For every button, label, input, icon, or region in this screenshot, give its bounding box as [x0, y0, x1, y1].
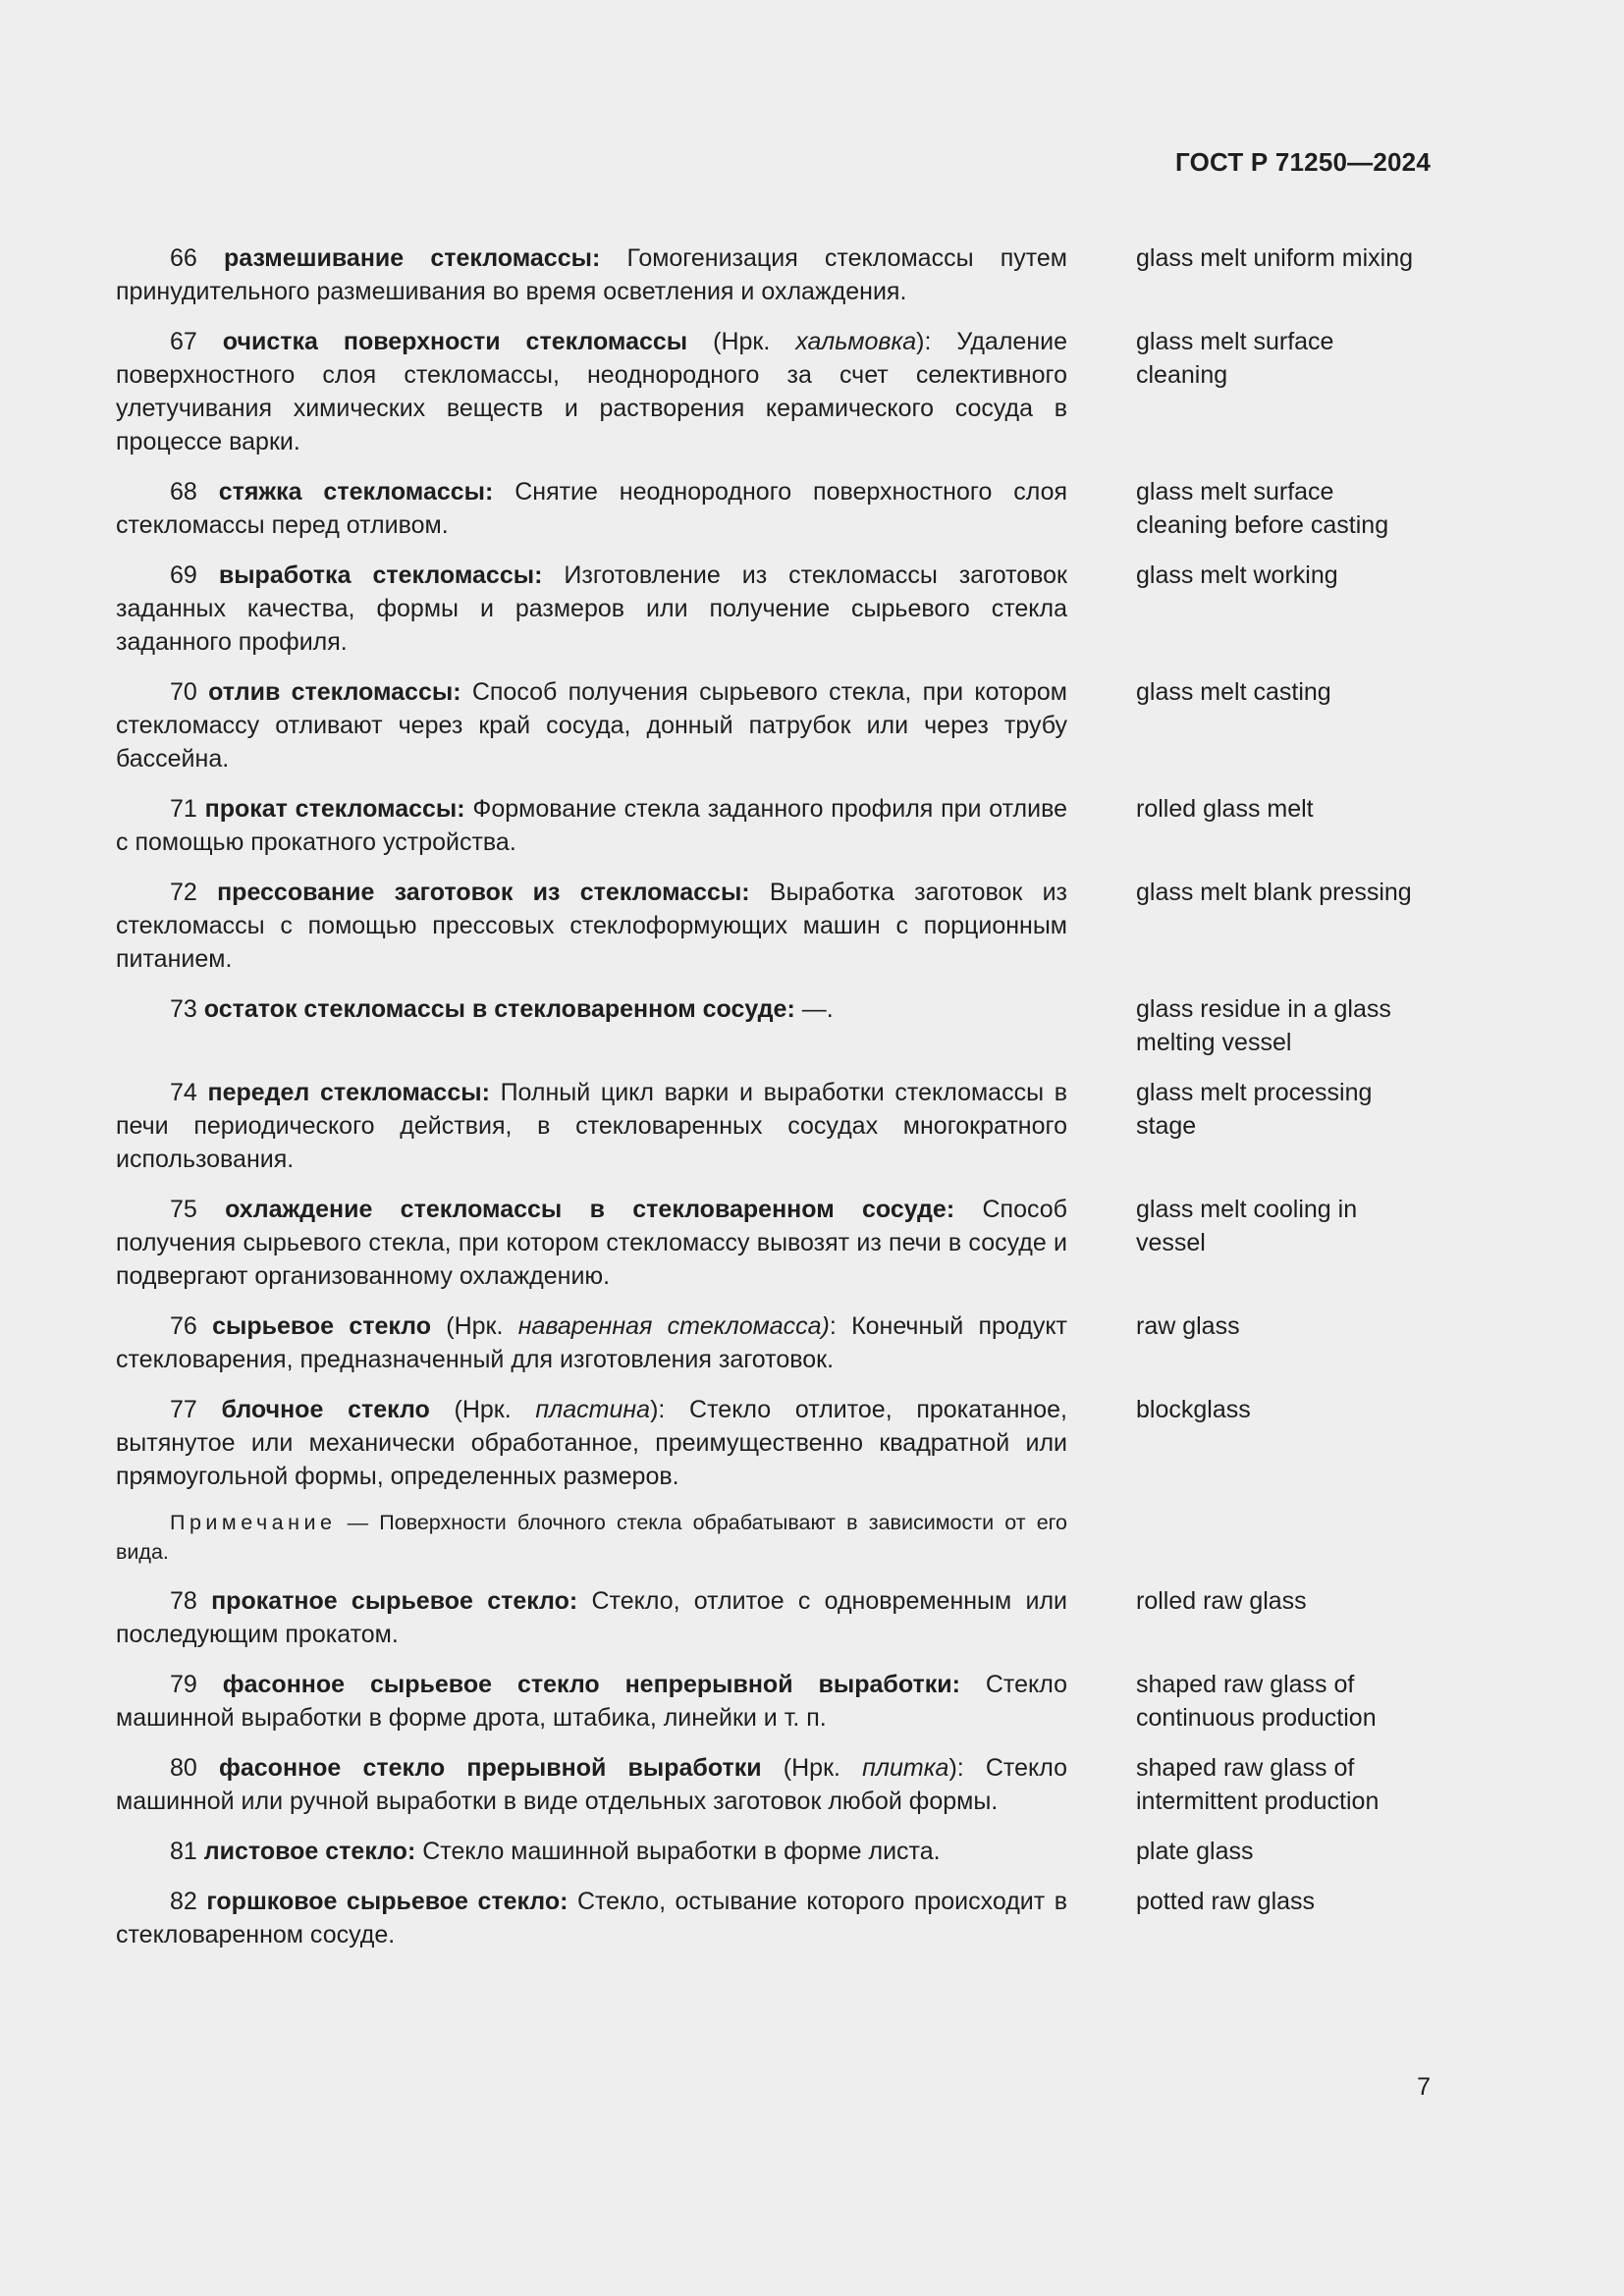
term-definition: 81 листовое стекло: Стекло машинной выработки в форме листа.	[170, 1838, 941, 1865]
term-definition: 76 сырьевое стекло (Нрк. наваренная стекломасса): Конечный продукт стекловарения, предназначенный для изготовления заготовок.	[116, 1312, 1067, 1373]
term-en: raw glass	[1136, 1312, 1240, 1340]
term-entry-67	[116, 325, 1432, 458]
term-en: blockglass	[1136, 1396, 1251, 1423]
term-number: 66	[170, 244, 197, 272]
term-en: glass melt casting	[1136, 678, 1331, 706]
term-number: 75	[170, 1196, 197, 1223]
term-ru: передел стекломассы:	[207, 1079, 490, 1106]
term-number: 68	[170, 478, 197, 506]
term-number: 67	[170, 328, 197, 355]
term-en: glass melt uniform mixing	[1136, 244, 1414, 272]
term-definition: 80 фасонное стекло прерывной выработки (Нрк. плитка): Стекло машинной или ручной выработки в виде отдельных заготовок любой формы.	[116, 1754, 1067, 1815]
term-en: glass melt cooling in vessel	[1136, 1196, 1358, 1256]
term-ru: блочное стекло	[221, 1396, 430, 1423]
term-ru: прессование заготовок из стекломассы:	[217, 879, 750, 906]
term-definition: 70 отлив стекломассы: Способ получения сырьевого стекла, при котором стекломассу отливают через край сосуда, донный патрубок или через трубу бассейна.	[116, 678, 1067, 773]
term-entry-72	[116, 876, 1432, 976]
term-definition: 79 фасонное сырьевое стекло непрерывной выработки: Стекло машинной выработки в форме дрота, штабика, линейки и т. п.	[116, 1671, 1067, 1732]
term-ru: очистка поверхности стекломассы	[222, 328, 688, 355]
term-definition: 72 прессование заготовок из стекломассы: Выработка заготовок из стекломассы с помощью прессовых стеклоформующих машин с порционным питанием.	[116, 879, 1068, 973]
term-entry-75	[116, 1193, 1432, 1293]
term-en: rolled glass melt	[1136, 795, 1314, 823]
terms-list	[116, 241, 1432, 1968]
term-ru: размешивание стекломассы:	[223, 244, 601, 272]
term-en: glass residue in a glass melting vessel	[1136, 995, 1391, 1056]
page-number: 7	[1417, 2073, 1431, 2101]
term-entry-73	[116, 992, 1432, 1059]
term-number: 76	[170, 1312, 197, 1340]
term-en: glass melt blank pressing	[1136, 879, 1412, 906]
term-ru: отлив стекломассы:	[208, 678, 461, 706]
term-en: shaped raw glass of continuous production	[1136, 1671, 1377, 1732]
term-number: 78	[170, 1587, 197, 1615]
term-definition: 71 прокат стекломассы: Формование стекла заданного профиля при отливе с помощью прокатного устройства.	[116, 795, 1067, 856]
term-entry-77	[116, 1393, 1432, 1493]
term-definition: 74 передел стекломассы: Полный цикл варки и выработки стекломассы в печи периодического действия, в стекловаренных сосудах многократного использования.	[116, 1079, 1067, 1173]
term-definition: 77 блочное стекло (Нрк. пластина): Стекло отлитое, прокатанное, вытянутое или механически обработанное, преимущественно квадратной или прямоугольной формы, определенных размеров.	[116, 1396, 1067, 1490]
term-en: rolled raw glass	[1136, 1587, 1307, 1615]
term-en: glass melt working	[1136, 561, 1338, 589]
term-number: 73	[170, 995, 197, 1023]
standard-header: ГОСТ Р 71250—2024	[1175, 147, 1431, 177]
term-number: 82	[170, 1888, 197, 1915]
term-entry-66	[116, 241, 1432, 308]
term-entry-70	[116, 675, 1432, 775]
term-entry-78	[116, 1584, 1432, 1651]
term-number: 81	[170, 1838, 197, 1865]
note	[116, 1508, 1067, 1567]
term-entry-68	[116, 475, 1432, 542]
term-number: 71	[170, 795, 197, 823]
term-en: glass melt surface cleaning	[1136, 328, 1334, 389]
term-en: glass melt surface cleaning before casting	[1136, 478, 1389, 539]
term-ru: листовое стекло:	[203, 1838, 416, 1865]
note-label: Примечание	[170, 1511, 337, 1534]
term-en: glass melt processing stage	[1136, 1079, 1373, 1140]
term-definition: 68 стяжка стекломассы: Снятие неоднородного поверхностного слоя стекломассы перед отливом.	[116, 478, 1068, 539]
term-entry-79	[116, 1668, 1432, 1735]
term-definition: 78 прокатное сырьевое стекло: Стекло, отлитое с одновременным или последующим прокатом.	[116, 1587, 1067, 1648]
term-number: 69	[170, 561, 197, 589]
term-number: 70	[170, 678, 197, 706]
term-ru: сырьевое стекло	[212, 1312, 432, 1340]
term-definition: 82 горшковое сырьевое стекло: Стекло, остывание которого происходит в стекловаренном сосуде.	[116, 1888, 1067, 1949]
term-number: 79	[170, 1671, 197, 1698]
term-ru: прокатное сырьевое стекло:	[211, 1587, 578, 1615]
term-entry-76	[116, 1309, 1432, 1376]
term-entry-82	[116, 1885, 1432, 1951]
term-number: 77	[170, 1396, 197, 1423]
term-ru: прокат стекломассы:	[204, 795, 465, 823]
term-entry-71	[116, 792, 1432, 859]
term-ru: остаток стекломассы в стекловаренном сосуде:	[203, 995, 795, 1023]
term-ru: охлаждение стекломассы в стекловаренном сосуде:	[225, 1196, 955, 1223]
term-ru: выработка стекломассы:	[218, 561, 543, 589]
term-definition: 69 выработка стекломассы: Изготовление из стекломассы заготовок заданных качества, формы и размеров или получение сырьевого стекла заданного профиля.	[116, 561, 1067, 656]
term-en: plate glass	[1136, 1838, 1254, 1865]
term-definition: 75 охлаждение стекломассы в стекловаренном сосуде: Способ получения сырьевого стекла, при котором стекломассу вывозят из печи в сосуде и подвергают организованному охлаждению.	[116, 1196, 1067, 1290]
term-ru: фасонное стекло прерывной выработки	[218, 1754, 762, 1782]
term-ru: фасонное сырьевое стекло непрерывной выработки:	[222, 1671, 960, 1698]
term-en: potted raw glass	[1136, 1888, 1316, 1915]
term-ru: стяжка стекломассы:	[218, 478, 494, 506]
term-entry-81	[116, 1835, 1432, 1868]
term-definition: 67 очистка поверхности стекломассы (Нрк. хальмовка): Удаление поверхностного слоя стекломассы, неоднородного за счет селективного улетучивания химических веществ и растворения керамического сосуда в процессе варки.	[116, 328, 1068, 455]
term-definition: 73 остаток стекломассы в стекловаренном сосуде: —.	[170, 995, 834, 1023]
note-text: — Поверхности блочного стекла обрабатывают в зависимости от его вида.	[116, 1511, 1067, 1564]
term-definition: 66 размешивание стекломассы: Гомогенизация стекломассы путем принудительного размешивания во время осветления и охлаждения.	[116, 244, 1067, 305]
term-ru: горшковое сырьевое стекло:	[206, 1888, 568, 1915]
term-entry-80	[116, 1751, 1432, 1818]
term-number: 72	[170, 879, 197, 906]
term-entry-69	[116, 559, 1432, 659]
term-entry-74	[116, 1076, 1432, 1176]
term-en: shaped raw glass of intermittent production	[1136, 1754, 1380, 1815]
term-number: 80	[170, 1754, 197, 1782]
term-number: 74	[170, 1079, 197, 1106]
